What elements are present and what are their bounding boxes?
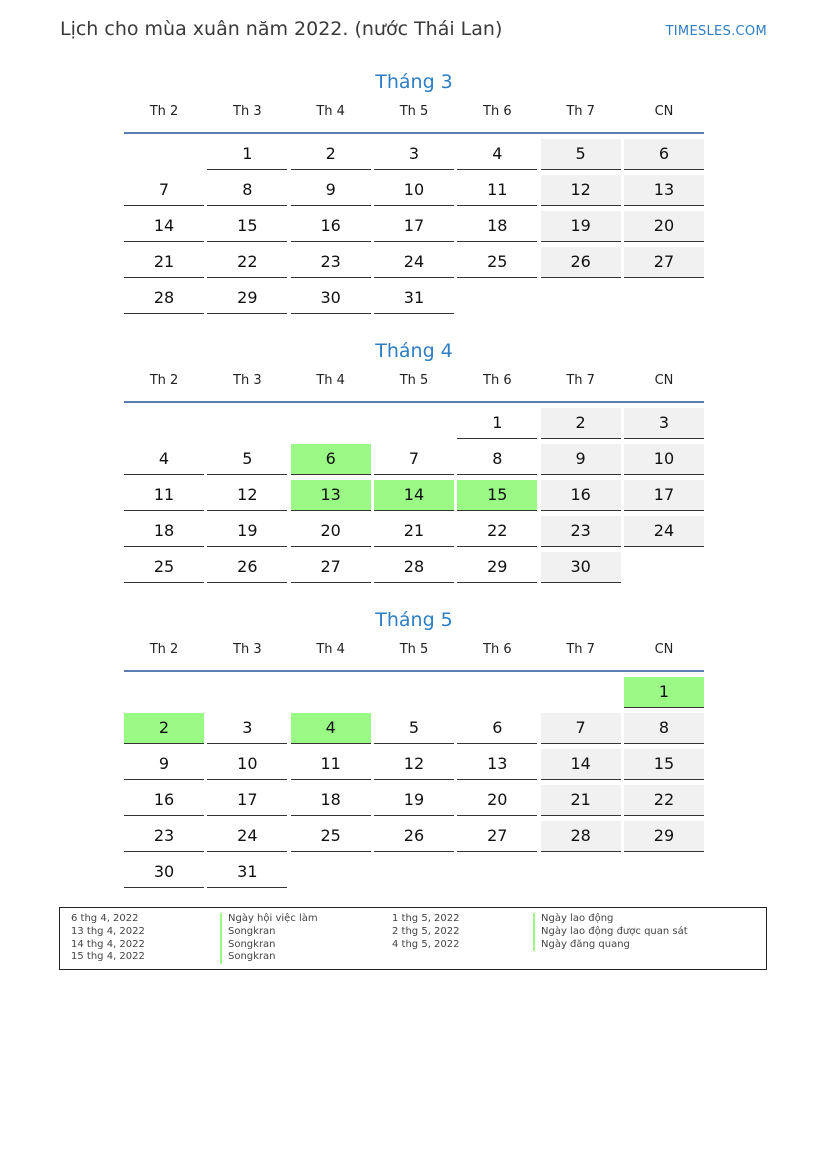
day-cell[interactable]: 6 xyxy=(624,139,704,170)
day-cell[interactable]: 17 xyxy=(207,785,287,816)
weekday-label: Th 4 xyxy=(316,642,345,657)
weekday-header xyxy=(124,103,704,134)
weekday-label: Th 6 xyxy=(483,373,512,388)
weekday-label: Th 5 xyxy=(399,104,429,119)
legend-holiday-name: Songkran xyxy=(220,951,318,964)
weekday-label: Th 6 xyxy=(483,642,512,657)
empty-day-cell xyxy=(124,139,204,169)
day-cell[interactable]: 9 xyxy=(124,749,204,780)
day-cell[interactable]: 5 xyxy=(207,444,287,475)
weekday-label: Th 4 xyxy=(316,373,345,388)
month-title: Tháng 4 xyxy=(375,340,453,362)
legend-date: 14 thg 4, 2022 xyxy=(71,938,145,950)
legend-dates-right xyxy=(392,913,460,951)
day-cell[interactable]: 3 xyxy=(624,408,704,439)
day-cell[interactable]: 11 xyxy=(124,480,204,511)
day-cell[interactable]: 9 xyxy=(291,175,371,206)
weekday-label: Th 7 xyxy=(566,373,595,388)
day-cell[interactable]: 21 xyxy=(374,516,454,547)
legend-holiday-name: Ngày lao động được quan sát xyxy=(533,926,688,939)
day-cell[interactable]: 7 xyxy=(374,444,454,475)
day-cell[interactable]: 15 xyxy=(207,211,287,242)
weekday-label: Th 6 xyxy=(483,104,512,119)
day-cell[interactable]: 31 xyxy=(207,857,287,888)
weekday-label: Th 5 xyxy=(399,373,429,388)
day-cell[interactable]: 23 xyxy=(541,516,621,547)
legend-date: 4 thg 5, 2022 xyxy=(392,938,460,950)
weekday-label: Th 2 xyxy=(149,104,179,119)
legend-date: 1 thg 5, 2022 xyxy=(392,913,460,924)
empty-day-cell xyxy=(207,677,287,707)
day-cell[interactable]: 14 xyxy=(124,211,204,242)
day-cell[interactable]: 28 xyxy=(124,283,204,314)
day-cell[interactable]: 2 xyxy=(541,408,621,439)
day-cell[interactable]: 19 xyxy=(541,211,621,242)
holiday-day-cell[interactable]: 1 xyxy=(624,677,704,708)
day-cell[interactable]: 1 xyxy=(207,139,287,170)
weekday-label: Th 3 xyxy=(233,642,262,657)
day-cell[interactable]: 12 xyxy=(207,480,287,511)
empty-day-cell xyxy=(291,408,371,438)
day-cell[interactable]: 7 xyxy=(124,175,204,206)
day-cell[interactable]: 18 xyxy=(457,211,537,242)
day-cell[interactable]: 25 xyxy=(291,821,371,852)
day-cell[interactable]: 11 xyxy=(291,749,371,780)
empty-day-cell xyxy=(124,408,204,438)
day-cell[interactable]: 16 xyxy=(541,480,621,511)
day-cell[interactable]: 7 xyxy=(541,713,621,744)
day-cell[interactable]: 18 xyxy=(291,785,371,816)
day-cell[interactable]: 8 xyxy=(457,444,537,475)
day-cell[interactable]: 29 xyxy=(207,283,287,314)
day-cell[interactable]: 11 xyxy=(457,175,537,206)
empty-day-cell xyxy=(291,677,371,707)
day-cell[interactable]: 1 xyxy=(457,408,537,439)
weekday-label: Th 3 xyxy=(233,104,262,119)
holiday-legend xyxy=(59,907,767,970)
holiday-day-cell[interactable]: 6 xyxy=(291,444,371,475)
empty-day-cell xyxy=(374,408,454,438)
legend-date: 6 thg 4, 2022 xyxy=(71,913,139,924)
day-cell[interactable]: 20 xyxy=(457,785,537,816)
empty-day-cell xyxy=(124,677,204,707)
day-cell[interactable]: 15 xyxy=(624,749,704,780)
day-cell[interactable]: 23 xyxy=(291,247,371,278)
day-cell[interactable]: 29 xyxy=(457,552,537,583)
day-cell[interactable]: 28 xyxy=(541,821,621,852)
day-cell[interactable]: 3 xyxy=(374,139,454,170)
legend-holiday-name: Songkran xyxy=(220,939,318,952)
day-cell[interactable]: 19 xyxy=(207,516,287,547)
day-cell[interactable]: 13 xyxy=(457,749,537,780)
day-cell[interactable]: 20 xyxy=(291,516,371,547)
day-cell[interactable]: 9 xyxy=(541,444,621,475)
month-april xyxy=(124,336,704,583)
day-cell[interactable]: 12 xyxy=(541,175,621,206)
day-cell[interactable]: 16 xyxy=(124,785,204,816)
day-cell[interactable]: 30 xyxy=(541,552,621,583)
legend-date: 13 thg 4, 2022 xyxy=(71,925,145,937)
day-grid xyxy=(124,139,704,314)
day-cell[interactable]: 28 xyxy=(374,552,454,583)
day-cell[interactable]: 3 xyxy=(207,713,287,744)
day-cell[interactable]: 27 xyxy=(457,821,537,852)
page-title: Lịch cho mùa xuân năm 2022. (nước Thái Lan) xyxy=(60,18,503,40)
day-cell[interactable]: 24 xyxy=(207,821,287,852)
empty-day-cell xyxy=(374,677,454,707)
day-cell[interactable]: 20 xyxy=(624,211,704,242)
weekday-label: Th 2 xyxy=(149,373,179,388)
day-cell[interactable]: 24 xyxy=(374,247,454,278)
month-may xyxy=(124,605,704,888)
day-cell[interactable]: 19 xyxy=(374,785,454,816)
day-grid xyxy=(124,408,704,583)
empty-day-cell xyxy=(541,677,621,707)
day-cell[interactable]: 4 xyxy=(457,139,537,170)
holiday-day-cell[interactable]: 15 xyxy=(457,480,537,511)
weekday-label: Th 2 xyxy=(149,642,179,657)
day-cell[interactable]: 4 xyxy=(124,444,204,475)
day-cell[interactable]: 21 xyxy=(124,247,204,278)
holiday-day-cell[interactable]: 13 xyxy=(291,480,371,511)
day-cell[interactable]: 17 xyxy=(624,480,704,511)
holiday-day-cell[interactable]: 4 xyxy=(291,713,371,744)
day-cell[interactable]: 10 xyxy=(624,444,704,475)
weekday-label: CN xyxy=(654,373,674,388)
day-cell[interactable]: 23 xyxy=(124,821,204,852)
day-cell[interactable]: 22 xyxy=(624,785,704,816)
day-cell[interactable]: 27 xyxy=(624,247,704,278)
legend-holiday-name: Ngày hội việc làm xyxy=(220,913,318,926)
legend-dates-left xyxy=(71,913,145,964)
day-cell[interactable]: 30 xyxy=(291,283,371,314)
holiday-day-cell[interactable]: 14 xyxy=(374,480,454,511)
legend-holiday-name: Songkran xyxy=(220,926,318,939)
weekday-label: Th 7 xyxy=(566,104,595,119)
day-cell[interactable]: 27 xyxy=(291,552,371,583)
holiday-day-cell[interactable]: 2 xyxy=(124,713,204,744)
day-cell[interactable]: 21 xyxy=(541,785,621,816)
empty-day-cell xyxy=(207,408,287,438)
day-cell[interactable]: 26 xyxy=(541,247,621,278)
day-cell[interactable]: 26 xyxy=(207,552,287,583)
legend-names-left xyxy=(220,913,318,964)
day-cell[interactable]: 26 xyxy=(374,821,454,852)
weekday-label: CN xyxy=(654,642,674,657)
day-cell[interactable]: 12 xyxy=(374,749,454,780)
day-cell[interactable]: 17 xyxy=(374,211,454,242)
day-cell[interactable]: 10 xyxy=(207,749,287,780)
weekday-label: Th 7 xyxy=(566,642,595,657)
legend-holiday-name: Ngày đăng quang xyxy=(533,939,688,952)
legend-date: 15 thg 4, 2022 xyxy=(71,951,145,963)
day-cell[interactable]: 5 xyxy=(541,139,621,170)
day-cell[interactable]: 5 xyxy=(374,713,454,744)
day-cell[interactable]: 25 xyxy=(457,247,537,278)
brand-link[interactable]: TIMESLES.COM xyxy=(665,24,767,39)
day-cell[interactable]: 30 xyxy=(124,857,204,888)
day-cell[interactable]: 18 xyxy=(124,516,204,547)
month-march xyxy=(124,67,704,314)
day-cell[interactable]: 14 xyxy=(541,749,621,780)
empty-day-cell xyxy=(457,677,537,707)
day-cell[interactable]: 22 xyxy=(207,247,287,278)
weekday-header xyxy=(124,372,704,403)
day-cell[interactable]: 8 xyxy=(207,175,287,206)
month-title: Tháng 3 xyxy=(375,71,453,93)
weekday-label: Th 3 xyxy=(233,373,262,388)
legend-names-right xyxy=(533,913,688,951)
day-cell[interactable]: 29 xyxy=(624,821,704,852)
day-cell[interactable]: 25 xyxy=(124,552,204,583)
weekday-label: CN xyxy=(654,104,674,119)
day-grid xyxy=(124,677,704,888)
day-cell[interactable]: 8 xyxy=(624,713,704,744)
day-cell[interactable]: 2 xyxy=(291,139,371,170)
legend-holiday-name: Ngày lao động xyxy=(533,913,688,926)
day-cell[interactable]: 24 xyxy=(624,516,704,547)
day-cell[interactable]: 13 xyxy=(624,175,704,206)
day-cell[interactable]: 22 xyxy=(457,516,537,547)
weekday-header xyxy=(124,641,704,672)
weekday-label: Th 5 xyxy=(399,642,429,657)
month-title: Tháng 5 xyxy=(375,609,453,631)
day-cell[interactable]: 6 xyxy=(457,713,537,744)
day-cell[interactable]: 10 xyxy=(374,175,454,206)
legend-date: 2 thg 5, 2022 xyxy=(392,925,460,937)
day-cell[interactable]: 31 xyxy=(374,283,454,314)
weekday-label: Th 4 xyxy=(316,104,345,119)
day-cell[interactable]: 16 xyxy=(291,211,371,242)
